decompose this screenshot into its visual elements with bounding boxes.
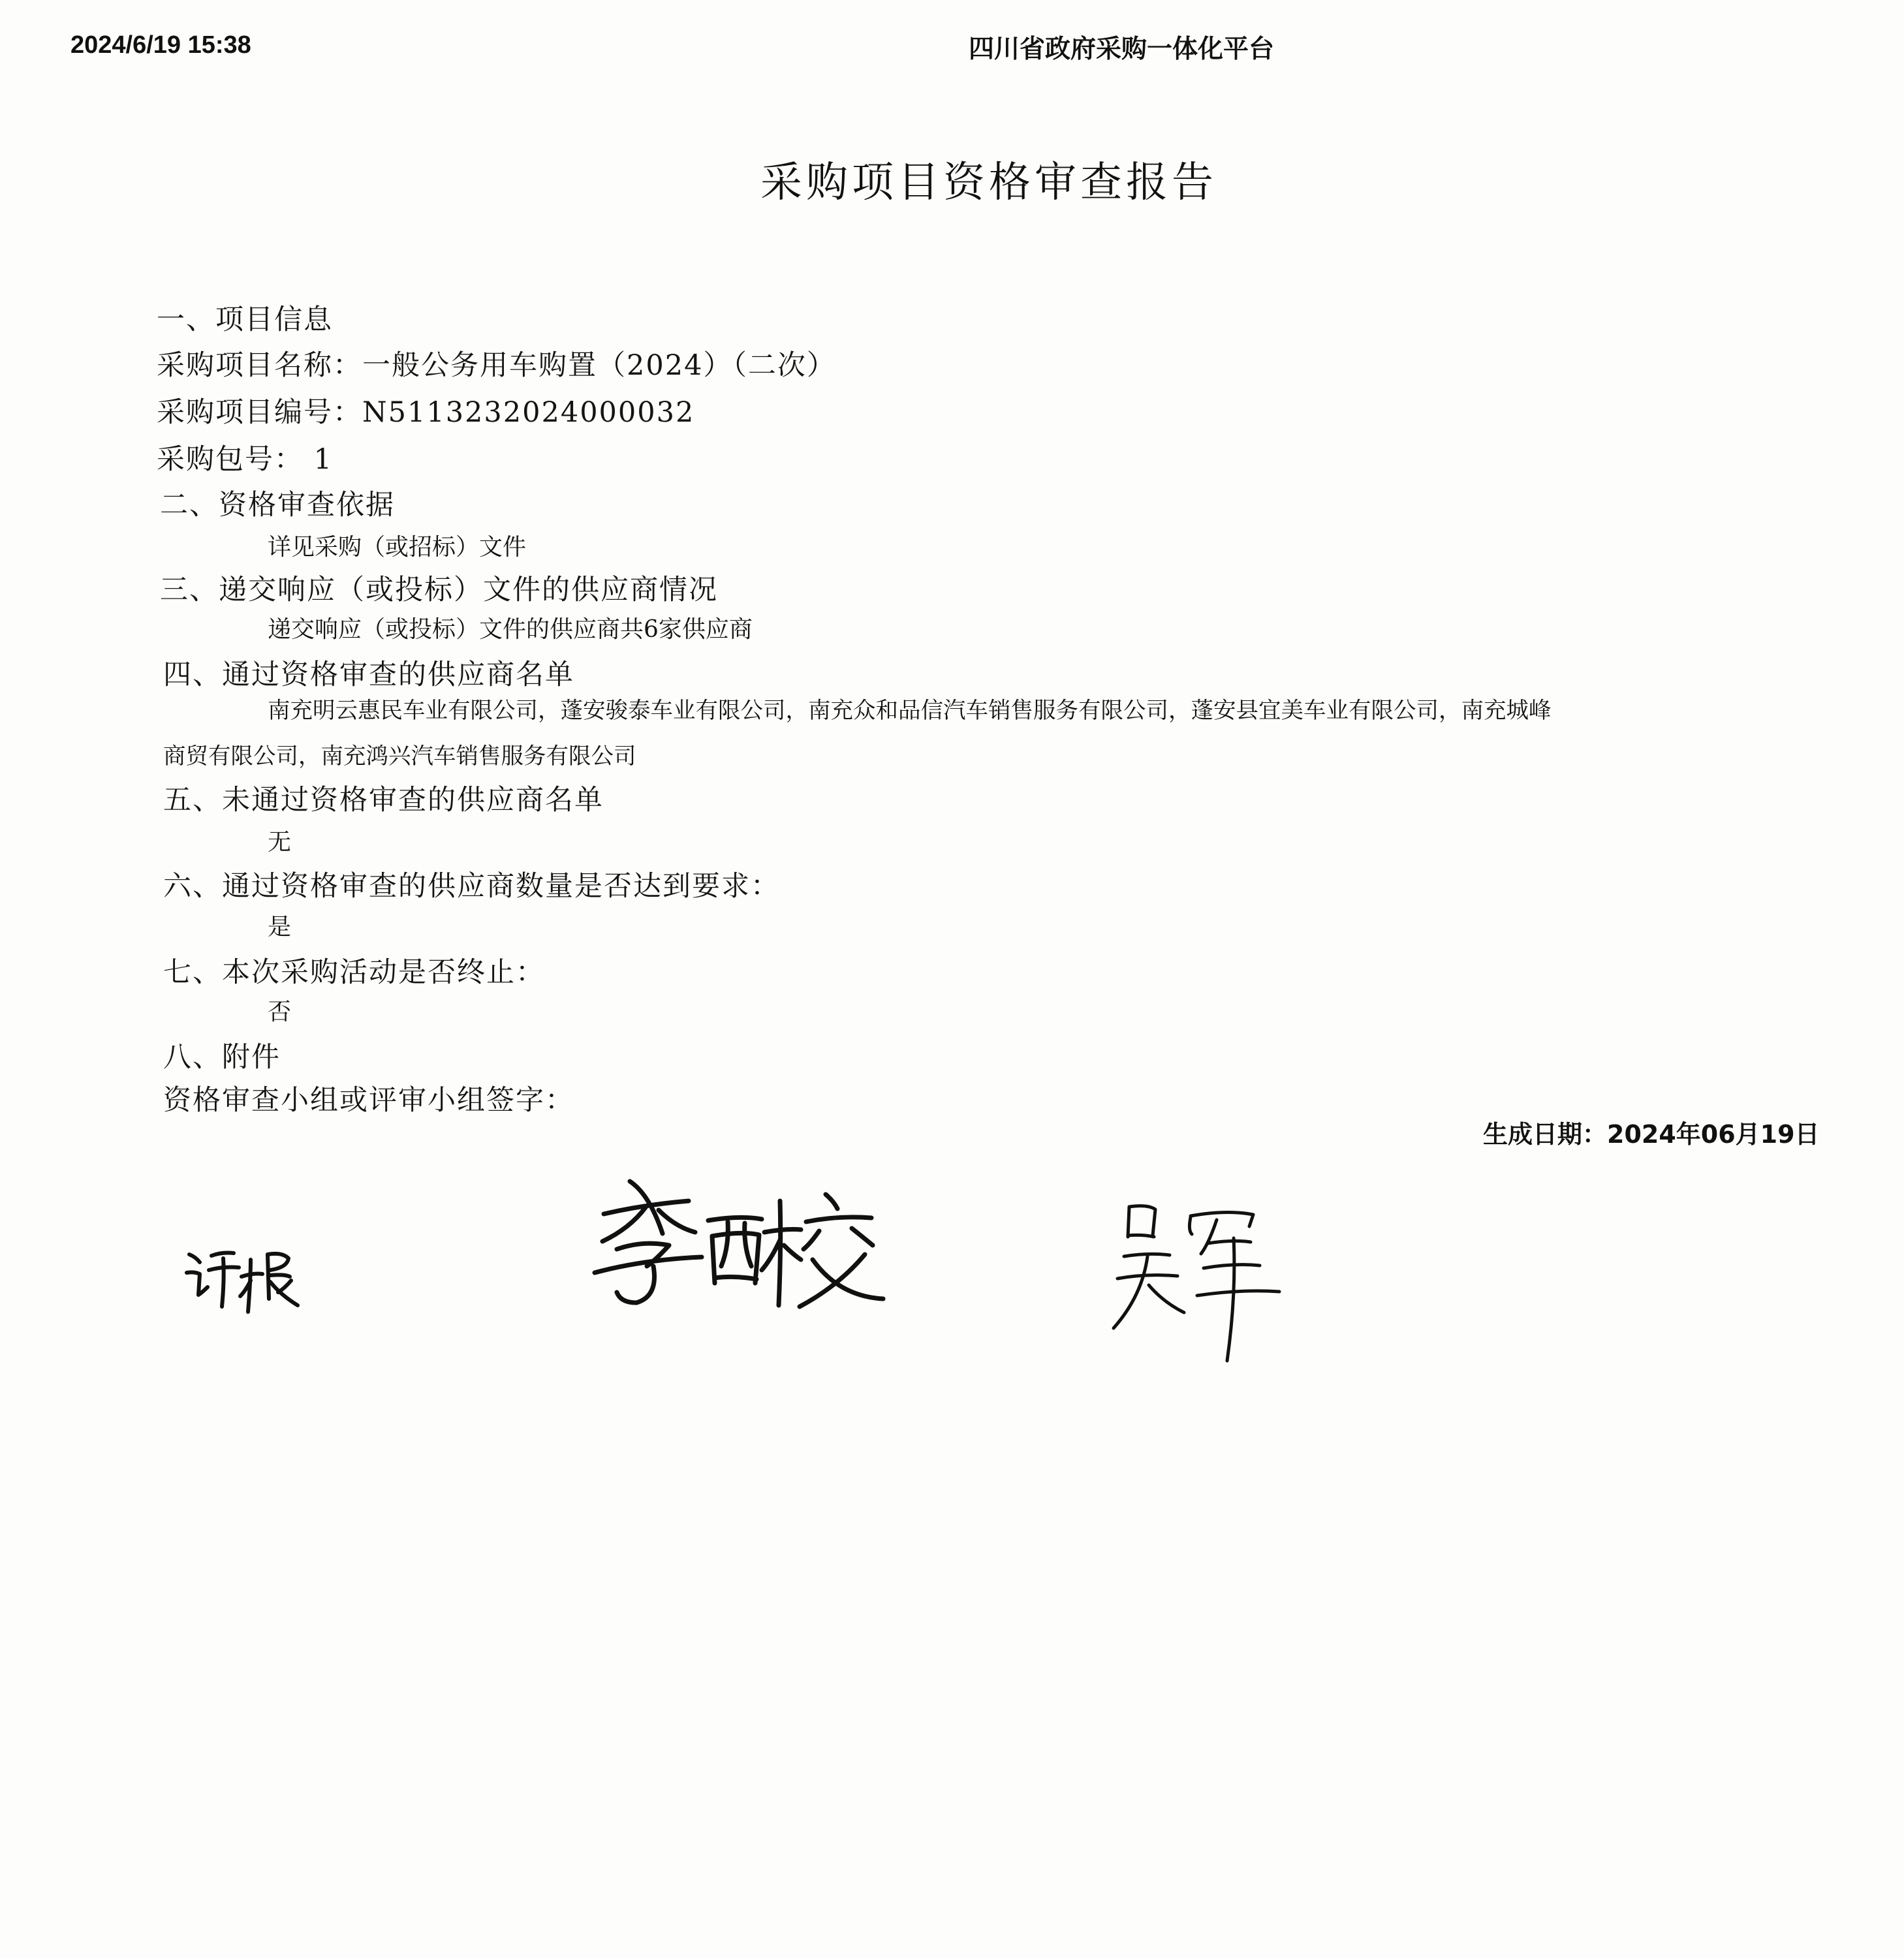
- passed-suppliers-line-1: 南充明云惠民车业有限公司，蓬安骏泰车业有限公司，南充众和品信汽车销售服务有限公司，蓬安县宜美车业有限公司，南充城峰: [268, 698, 1552, 724]
- section-3-body: 递交响应（或投标）文件的供应商共6家供应商: [268, 616, 753, 643]
- document-title: 采购项目资格审查报告: [760, 159, 1217, 207]
- project-number: 采购项目编号：N5113232024000032: [157, 396, 695, 429]
- project-name: 采购项目名称：一般公务用车购置（2024）（二次）: [157, 349, 836, 382]
- section-7-body: 否: [268, 999, 292, 1025]
- package-number: 采购包号： 1: [157, 443, 334, 476]
- section-6-heading: 六、通过资格审查的供应商数量是否达到要求：: [163, 870, 780, 903]
- section-2-body: 详见采购（或招标）文件: [268, 534, 527, 561]
- signature-2-icon: [591, 1168, 891, 1318]
- signature-3-icon: [1110, 1198, 1292, 1367]
- section-5-body: 无: [268, 829, 292, 856]
- platform-name: 四川省政府采购一体化平台: [969, 35, 1275, 64]
- section-3-heading: 三、递交响应（或投标）文件的供应商情况: [160, 574, 718, 606]
- section-2-heading: 二、资格审查依据: [160, 489, 395, 521]
- generated-date: 生成日期：2024年06月19日: [1483, 1120, 1820, 1149]
- section-8-heading: 八、附件: [163, 1041, 281, 1074]
- section-5-heading: 五、未通过资格审查的供应商名单: [163, 784, 604, 816]
- print-timestamp: 2024/6/19 15:38: [70, 31, 251, 59]
- signature-1-icon: [183, 1240, 313, 1318]
- signature-label: 资格审查小组或评审小组签字：: [163, 1084, 574, 1117]
- section-7-heading: 七、本次采购活动是否终止：: [163, 956, 545, 989]
- section-1-heading: 一、项目信息: [157, 303, 333, 336]
- section-6-body: 是: [268, 914, 292, 940]
- passed-suppliers-line-2: 商贸有限公司，南充鸿兴汽车销售服务有限公司: [163, 743, 636, 769]
- section-4-heading: 四、通过资格审查的供应商名单: [163, 659, 574, 691]
